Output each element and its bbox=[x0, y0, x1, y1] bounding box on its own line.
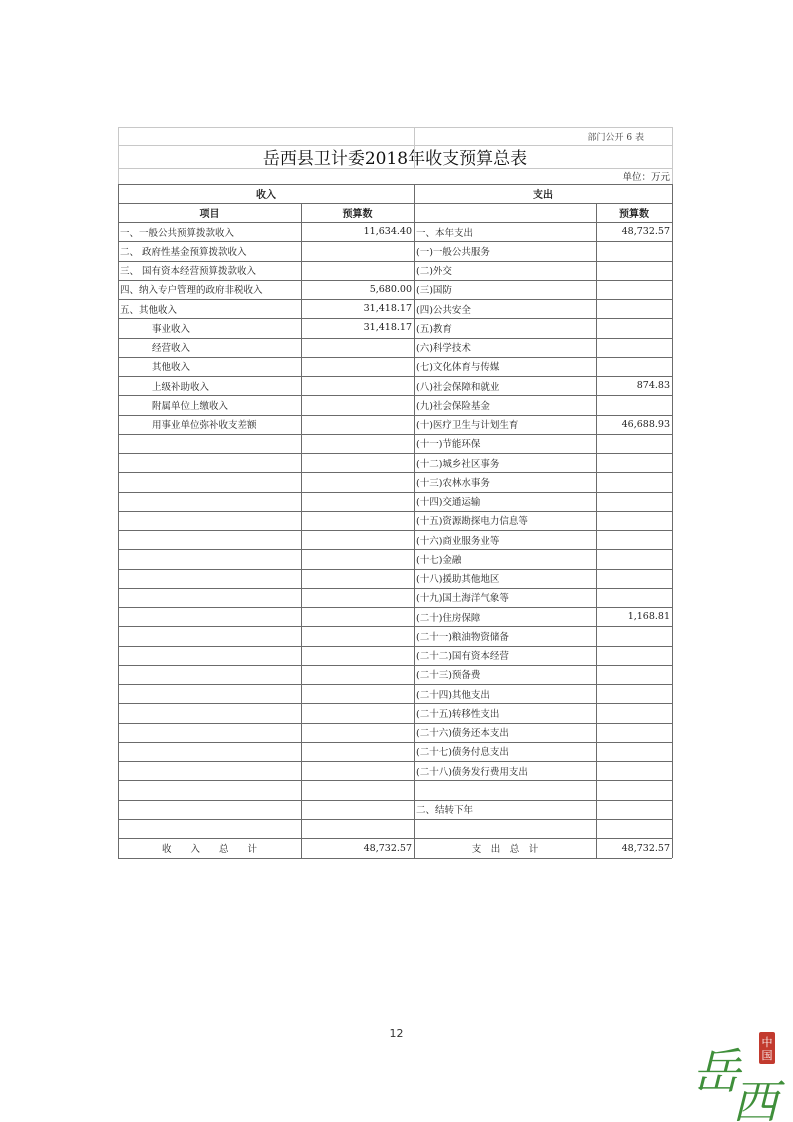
grid-line bbox=[118, 569, 672, 570]
grid-line bbox=[118, 357, 672, 358]
income-budget-column-header: 预算数 bbox=[342, 209, 373, 220]
table-row bbox=[118, 665, 672, 684]
table-row bbox=[118, 588, 672, 607]
grid-line bbox=[118, 492, 672, 493]
income-item-value bbox=[301, 415, 414, 434]
income-item-value: 11,634.40 bbox=[363, 226, 412, 238]
table-row bbox=[118, 492, 672, 511]
expense-item-label: (十二)城乡社区事务 bbox=[416, 458, 500, 470]
expense-item-label: (二十二)国有资本经营 bbox=[416, 651, 509, 663]
income-item-value bbox=[301, 511, 414, 530]
logo-glyph-xi: 西 bbox=[732, 1075, 778, 1122]
expense-item-value bbox=[596, 800, 672, 819]
expense-item-label: (十一)节能环保 bbox=[416, 439, 481, 451]
expense-item-value bbox=[596, 549, 672, 568]
expense-item-value bbox=[596, 742, 672, 761]
income-item-value bbox=[301, 626, 414, 645]
grid-line bbox=[118, 415, 672, 416]
expense-item-value: 874.83 bbox=[636, 380, 670, 392]
expense-item-label: (二十三)预备费 bbox=[416, 670, 481, 682]
grid-line bbox=[118, 838, 672, 839]
expense-item-value bbox=[596, 761, 672, 780]
expense-item-value bbox=[596, 472, 672, 491]
expense-item-label: (三)国防 bbox=[416, 285, 452, 297]
income-item-value bbox=[301, 607, 414, 626]
income-item-label: 一、一般公共预算拨款收入 bbox=[120, 227, 235, 239]
expense-item-value bbox=[596, 453, 672, 472]
svg-text:中: 中 bbox=[761, 1036, 773, 1049]
table-row bbox=[118, 376, 672, 395]
expense-item-value bbox=[596, 241, 672, 260]
income-item-value bbox=[301, 549, 414, 568]
expense-item-value bbox=[596, 646, 672, 665]
unit-label: 单位：万元 bbox=[622, 172, 670, 183]
expense-item-label: 一、本年支出 bbox=[416, 227, 474, 239]
expense-item-value bbox=[596, 280, 672, 299]
expense-item-value bbox=[596, 723, 672, 742]
grid-line bbox=[118, 665, 672, 666]
income-item-label: 四、纳入专户管理的政府非税收入 bbox=[120, 285, 263, 297]
page-number: 12 bbox=[389, 1027, 404, 1040]
grid-line bbox=[118, 780, 672, 781]
income-item-label: 二、 政府性基金预算拨款收入 bbox=[120, 246, 247, 258]
logo-glyph-yue: 岳 bbox=[692, 1044, 741, 1100]
grid-line bbox=[118, 530, 672, 531]
grid-line bbox=[118, 607, 672, 608]
income-item-label: 其他收入 bbox=[152, 362, 191, 374]
table-row bbox=[118, 299, 672, 318]
grid-line bbox=[118, 127, 119, 184]
expense-item-value bbox=[596, 357, 672, 376]
expense-item-label: (十七)金融 bbox=[416, 554, 462, 566]
expense-item-label: (二十八)债务发行费用支出 bbox=[416, 766, 528, 778]
yuexi-logo bbox=[690, 1026, 790, 1122]
grid-line bbox=[118, 434, 672, 435]
table-row bbox=[118, 626, 672, 645]
income-item-label: 事业收入 bbox=[152, 323, 191, 335]
expense-item-label: (九)社会保险基金 bbox=[416, 400, 490, 412]
table-row bbox=[118, 684, 672, 703]
expense-item-label: (二十一)粮油物资储备 bbox=[416, 631, 509, 643]
table-number-row bbox=[118, 127, 672, 145]
table-row bbox=[118, 395, 672, 414]
expense-item-label: (二)外交 bbox=[416, 266, 452, 278]
table-row bbox=[118, 607, 672, 626]
expense-item-value bbox=[596, 626, 672, 645]
income-item-value bbox=[301, 588, 414, 607]
income-item-value bbox=[301, 434, 414, 453]
grid-line bbox=[118, 684, 672, 685]
income-item-label: 经营收入 bbox=[152, 343, 191, 355]
expense-item-value bbox=[596, 665, 672, 684]
grid-line bbox=[118, 800, 672, 801]
income-item-label bbox=[118, 761, 301, 780]
grid-line bbox=[672, 127, 673, 184]
item-column-header: 项目 bbox=[199, 209, 220, 220]
expense-item-label: (二十七)债务付息支出 bbox=[416, 747, 509, 759]
expense-item-label: (四)公共安全 bbox=[416, 304, 471, 316]
income-item-label bbox=[118, 819, 301, 838]
total-row bbox=[118, 838, 672, 858]
expense-header: 支出 bbox=[533, 190, 553, 201]
page-title: 岳西县卫计委2018年收支预算总表 bbox=[262, 149, 528, 168]
income-total-value: 48,732.57 bbox=[363, 842, 412, 854]
expense-total-value: 48,732.57 bbox=[621, 842, 670, 854]
income-item-value bbox=[301, 819, 414, 838]
grid-line bbox=[118, 318, 672, 319]
expense-item-value: 46,688.93 bbox=[621, 418, 670, 430]
table-row bbox=[118, 415, 672, 434]
grid-line bbox=[414, 184, 415, 858]
income-item-label bbox=[118, 723, 301, 742]
income-item-value bbox=[301, 395, 414, 414]
table-row bbox=[118, 318, 672, 337]
expense-item-value bbox=[596, 684, 672, 703]
income-item-label bbox=[118, 511, 301, 530]
expense-budget-column-header: 预算数 bbox=[619, 209, 649, 220]
expense-item-value bbox=[596, 703, 672, 722]
income-item-label bbox=[118, 626, 301, 645]
income-item-value bbox=[301, 780, 414, 799]
income-item-label bbox=[118, 607, 301, 626]
table-row bbox=[118, 742, 672, 761]
table-row bbox=[118, 472, 672, 491]
income-item-value bbox=[301, 338, 414, 357]
table-row bbox=[118, 434, 672, 453]
grid-line bbox=[118, 395, 672, 396]
title-row bbox=[118, 145, 672, 168]
income-item-label bbox=[118, 588, 301, 607]
income-item-value bbox=[301, 261, 414, 280]
expense-item-label: (十四)交通运输 bbox=[416, 497, 481, 509]
income-item-label bbox=[118, 453, 301, 472]
grid-line bbox=[118, 241, 672, 242]
income-item-label bbox=[118, 530, 301, 549]
expense-item-label: (五)教育 bbox=[416, 323, 452, 335]
expense-item-value bbox=[596, 588, 672, 607]
expense-item-label: (六)科学技术 bbox=[416, 343, 471, 355]
expense-item-label bbox=[414, 819, 596, 838]
grid-line bbox=[118, 646, 672, 647]
income-item-label bbox=[118, 665, 301, 684]
expense-item-label bbox=[414, 780, 596, 799]
grid-line bbox=[672, 184, 673, 858]
expense-item-label: (八)社会保障和就业 bbox=[416, 381, 500, 393]
expense-item-value bbox=[596, 492, 672, 511]
grid-line bbox=[118, 299, 672, 300]
income-item-label bbox=[118, 646, 301, 665]
table-row bbox=[118, 222, 672, 241]
table-row bbox=[118, 511, 672, 530]
income-item-label bbox=[118, 472, 301, 491]
table-row bbox=[118, 723, 672, 742]
income-item-label bbox=[118, 800, 301, 819]
grid-line bbox=[118, 588, 672, 589]
table-row bbox=[118, 241, 672, 260]
grid-line bbox=[118, 626, 672, 627]
grid-line bbox=[118, 703, 672, 704]
expense-item-value: 48,732.57 bbox=[621, 226, 670, 238]
grid-line bbox=[118, 376, 672, 377]
expense-item-label: (十五)资源勘探电力信息等 bbox=[416, 516, 528, 528]
table-row bbox=[118, 549, 672, 568]
expense-item-label: (一)一般公共服务 bbox=[416, 246, 490, 258]
expense-item-label: (二十六)债务还本支出 bbox=[416, 728, 509, 740]
income-item-value bbox=[301, 646, 414, 665]
expense-item-value bbox=[596, 318, 672, 337]
table-row bbox=[118, 569, 672, 588]
income-item-label bbox=[118, 492, 301, 511]
income-item-label: 上级补助收入 bbox=[152, 381, 210, 393]
income-item-value bbox=[301, 357, 414, 376]
table-row bbox=[118, 453, 672, 472]
income-item-label: 三、 国有资本经营预算拨款收入 bbox=[120, 266, 257, 278]
expense-item-label: (二十)住房保障 bbox=[416, 612, 481, 624]
svg-text:国: 国 bbox=[761, 1049, 773, 1062]
income-item-label: 五、其他收入 bbox=[120, 304, 178, 316]
grid-line bbox=[118, 453, 672, 454]
expense-item-value bbox=[596, 819, 672, 838]
grid-line bbox=[118, 261, 672, 262]
grid-line bbox=[118, 742, 672, 743]
table-row bbox=[118, 819, 672, 838]
expense-item-label: (七)文化体育与传媒 bbox=[416, 362, 500, 374]
expense-item-value: 1,168.81 bbox=[627, 611, 670, 623]
income-item-value bbox=[301, 665, 414, 684]
expense-item-value bbox=[596, 569, 672, 588]
grid-line bbox=[118, 145, 672, 146]
table-row bbox=[118, 261, 672, 280]
grid-line bbox=[596, 203, 597, 858]
income-item-value bbox=[301, 684, 414, 703]
expense-item-value bbox=[596, 395, 672, 414]
expense-total-label: 支 出 总 计 bbox=[471, 844, 539, 855]
grid-line bbox=[118, 723, 672, 724]
expense-item-label: (十六)商业服务业等 bbox=[416, 535, 500, 547]
income-item-value bbox=[301, 569, 414, 588]
grid-line bbox=[118, 280, 672, 281]
grid-line bbox=[301, 203, 302, 858]
income-header: 收入 bbox=[256, 190, 276, 201]
expense-item-value bbox=[596, 511, 672, 530]
table-row bbox=[118, 761, 672, 780]
expense-item-value bbox=[596, 299, 672, 318]
income-item-value bbox=[301, 723, 414, 742]
expense-item-label: (二十五)转移性支出 bbox=[416, 708, 500, 720]
income-item-label bbox=[118, 780, 301, 799]
grid-line bbox=[118, 858, 672, 859]
income-item-value bbox=[301, 376, 414, 395]
income-item-label: 用事业单位弥补收支差额 bbox=[152, 420, 257, 432]
income-item-value bbox=[301, 800, 414, 819]
expense-item-label: (十八)援助其他地区 bbox=[416, 574, 500, 586]
income-item-value bbox=[301, 453, 414, 472]
column-header-row bbox=[118, 203, 672, 222]
income-item-value bbox=[301, 703, 414, 722]
income-item-value: 5,680.00 bbox=[369, 283, 412, 295]
grid-line bbox=[414, 127, 415, 168]
income-item-label bbox=[118, 703, 301, 722]
table-row bbox=[118, 280, 672, 299]
expense-item-value bbox=[596, 261, 672, 280]
expense-item-label: (十三)农林水事务 bbox=[416, 477, 490, 489]
expense-item-label: (十九)国土海洋气象等 bbox=[416, 593, 509, 605]
budget-table-sheet bbox=[118, 127, 672, 858]
expense-item-value bbox=[596, 780, 672, 799]
unit-row bbox=[118, 168, 672, 184]
expense-item-value bbox=[596, 338, 672, 357]
grid-line bbox=[118, 184, 672, 185]
income-item-value bbox=[301, 492, 414, 511]
income-item-value: 31,418.17 bbox=[363, 322, 412, 334]
income-item-value: 31,418.17 bbox=[363, 303, 412, 315]
table-row bbox=[118, 646, 672, 665]
expense-item-column-header bbox=[414, 203, 596, 222]
expense-item-label: 二、结转下年 bbox=[416, 805, 474, 817]
table-row bbox=[118, 780, 672, 799]
grid-line bbox=[118, 222, 672, 223]
grid-line bbox=[118, 819, 672, 820]
table-row bbox=[118, 530, 672, 549]
income-item-label bbox=[118, 434, 301, 453]
expense-item-value bbox=[596, 434, 672, 453]
grid-line bbox=[118, 168, 672, 169]
grid-line bbox=[118, 203, 672, 204]
grid-line bbox=[118, 127, 672, 128]
expense-item-value bbox=[596, 530, 672, 549]
table-row bbox=[118, 703, 672, 722]
section-header-row bbox=[118, 184, 672, 203]
income-item-label bbox=[118, 549, 301, 568]
table-row bbox=[118, 338, 672, 357]
table-number: 部门公开 6 表 bbox=[587, 132, 644, 143]
grid-line bbox=[118, 472, 672, 473]
expense-item-label: (二十四)其他支出 bbox=[416, 689, 490, 701]
income-item-value bbox=[301, 241, 414, 260]
grid-line bbox=[118, 549, 672, 550]
grid-line bbox=[118, 511, 672, 512]
income-item-label bbox=[118, 569, 301, 588]
income-total-label: 收 入 总 计 bbox=[161, 844, 257, 855]
income-item-label: 附属单位上缴收入 bbox=[152, 400, 229, 412]
grid-line bbox=[118, 184, 119, 858]
expense-item-label: (十)医疗卫生与计划生育 bbox=[416, 420, 519, 432]
table-row bbox=[118, 357, 672, 376]
income-item-label bbox=[118, 684, 301, 703]
table-row bbox=[118, 800, 672, 819]
income-item-value bbox=[301, 761, 414, 780]
income-item-value bbox=[301, 530, 414, 549]
income-item-label bbox=[118, 742, 301, 761]
grid-line bbox=[118, 761, 672, 762]
grid-line bbox=[118, 338, 672, 339]
income-item-value bbox=[301, 472, 414, 491]
income-item-value bbox=[301, 742, 414, 761]
